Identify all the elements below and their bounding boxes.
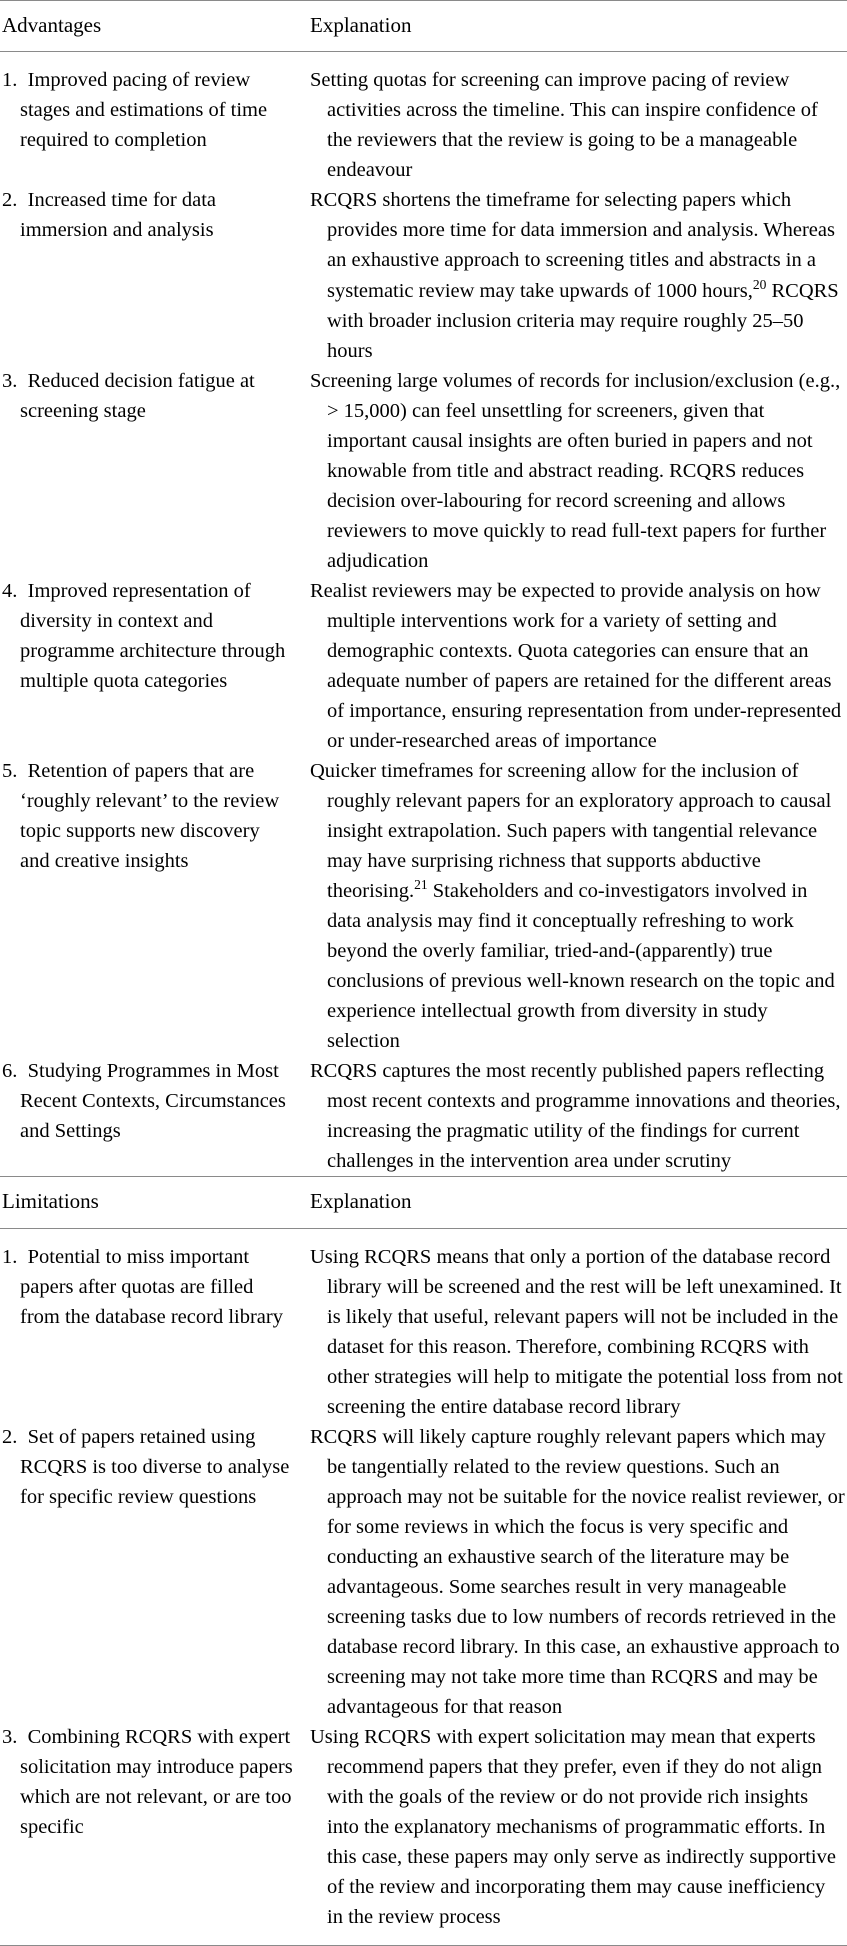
item-number: 3. <box>2 369 23 392</box>
item-text: Retention of papers that are ‘roughly relevant’ to the review topic supports new discovery and creative insights <box>20 760 280 873</box>
item-number: 2. <box>2 189 23 212</box>
limitation-term-cell <box>0 1228 305 1422</box>
numbered-item <box>2 576 293 696</box>
advantage-explanation-cell <box>305 366 847 576</box>
advantage-term-cell <box>0 1056 305 1177</box>
numbered-item <box>2 1722 293 1842</box>
advantage-term-cell <box>0 756 305 1056</box>
table-row <box>0 1056 847 1177</box>
explanation-text <box>310 756 845 1056</box>
advantage-term-cell <box>0 52 305 186</box>
explanation-text-pre: Quicker timeframes for screening allow for the inclusion of roughly relevant papers for an exploratory approach to causal insight extrapolation. Such papers with tangential relevance may have surprising richness that supports abductive theorising. <box>310 760 832 903</box>
advantages-column-header: Advantages <box>0 1 305 52</box>
explanation-text: Realist reviewers may be expected to provide analysis on how multiple interventions work for a variety of setting and demographic contexts. Quota categories can ensure that an adequate number of papers are retained for the different areas of importance, ensuring representation from under-represented or under-researched areas of importance <box>310 579 842 752</box>
advantage-term-cell <box>0 366 305 576</box>
numbered-item <box>2 366 293 426</box>
numbered-item <box>2 1242 293 1332</box>
table-row <box>0 576 847 756</box>
limitations-column-header: Limitations <box>0 1177 305 1228</box>
explanation-column-header-advantages: Explanation <box>305 1 847 52</box>
table-row <box>0 1228 847 1422</box>
limitation-explanation-cell <box>305 1722 847 1946</box>
advantage-term-cell <box>0 185 305 365</box>
table-row <box>0 185 847 365</box>
explanation-text: Setting quotas for screening can improve pacing of review activities across the timeline. This can inspire confidence of the reviewers that the review is going to be a manageable endeavour <box>310 69 818 182</box>
explanation-text: Screening large volumes of records for inclusion/exclusion (e.g., > 15,000) can feel unsettling for screeners, given that important causal insights are often buried in papers and not knowable from title and abstract reading. RCQRS reduces decision over-labouring for record screening and allows reviewers to move quickly to read full-text papers for further adjudication <box>310 369 841 572</box>
advantage-explanation-cell <box>305 1056 847 1177</box>
explanation-text: RCQRS captures the most recently published papers reflecting most recent contexts and programme innovations and theories, increasing the pragmatic utility of the findings for current challenges in the intervention area under scrutiny <box>310 1060 841 1173</box>
item-text: Reduced decision fatigue at screening stage <box>20 369 255 422</box>
explanation-text: Using RCQRS with expert solicitation may mean that experts recommend papers that they prefer, even if they do not align with the goals of the review or do not provide rich insights into the explanatory mechanisms of programmatic efforts. In this case, these papers may only serve as indirectly supportive of the review and incorporating them may cause inefficiency in the review process <box>310 1726 836 1929</box>
advantage-explanation-cell <box>305 576 847 756</box>
limitations-header-row <box>0 1177 847 1228</box>
item-text: Combining RCQRS with expert solicitation may introduce papers which are not relevant, or are too specific <box>20 1726 293 1839</box>
item-number: 3. <box>2 1726 23 1749</box>
item-number: 1. <box>2 1245 23 1268</box>
explanation-text-pre: RCQRS shortens the timeframe for selecting papers which provides more time for data immersion and analysis. Whereas an exhaustive approach to screening titles and abstracts in a systematic review may take upwards of 1000 hours, <box>310 189 835 302</box>
item-text: Studying Programmes in Most Recent Contexts, Circumstances and Settings <box>20 1060 286 1143</box>
item-text: Improved pacing of review stages and estimations of time required to completion <box>20 69 268 152</box>
numbered-item <box>2 756 293 876</box>
table-row <box>0 366 847 576</box>
item-text: Potential to miss important papers after quotas are filled from the database record library <box>20 1245 283 1328</box>
item-number: 2. <box>2 1425 23 1448</box>
table-body <box>0 1 847 1946</box>
explanation-text-post: RCQRS with broader inclusion criteria may require roughly 25–50 hours <box>327 279 839 362</box>
explanation-text: Using RCQRS means that only a portion of the database record library will be screened and the rest will be left unexamined. It is likely that useful, relevant papers will not be included in the dataset for this reason. Therefore, combining RCQRS with other strategies will help to mitigate the potential loss from not screening the entire database record library <box>310 1245 843 1418</box>
explanation-text-post: Stakeholders and co-investigators involved in data analysis may find it conceptually refreshing to work beyond the overly familiar, tried-and-(apparently) true conclusions of previous well-known research on the topic and experience intellectual growth from diversity in study selection <box>327 880 835 1053</box>
item-number: 6. <box>2 1060 23 1083</box>
citation-reference[interactable]: 21 <box>414 877 428 893</box>
advantage-explanation-cell <box>305 52 847 186</box>
limitation-term-cell <box>0 1722 305 1946</box>
limitation-term-cell <box>0 1422 305 1722</box>
item-number: 4. <box>2 579 23 602</box>
explanation-text: RCQRS will likely capture roughly relevant papers which may be tangentially related to the review questions. Such an approach may not be suitable for the novice realist reviewer, or for some reviews in which the focus is very specific and conducting an exhaustive search of the literature may be advantageous. Some searches result in very manageable screening tasks due to low numbers of records retrieved in the database record library. In this case, an exhaustive approach to screening may not take more time than RCQRS and may be advantageous for that reason <box>310 1425 845 1719</box>
advantage-explanation-cell <box>305 185 847 365</box>
numbered-item <box>2 65 293 155</box>
table-row <box>0 52 847 186</box>
explanation-column-header-limitations: Explanation <box>305 1177 847 1228</box>
limitation-explanation-cell <box>305 1422 847 1722</box>
limitation-explanation-cell <box>305 1228 847 1422</box>
item-number: 5. <box>2 760 23 783</box>
citation-reference[interactable]: 20 <box>752 276 767 292</box>
item-number: 1. <box>2 69 23 92</box>
advantages-header-row <box>0 1 847 52</box>
explanation-text <box>310 185 845 365</box>
numbered-item <box>2 1422 293 1512</box>
item-text: Improved representation of diversity in context and programme architecture through multiple quota categories <box>20 579 286 692</box>
table-row <box>0 756 847 1056</box>
numbered-item <box>2 185 293 245</box>
numbered-item <box>2 1056 293 1146</box>
table-row <box>0 1422 847 1722</box>
table-row <box>0 1722 847 1946</box>
advantage-explanation-cell <box>305 756 847 1056</box>
item-text: Set of papers retained using RCQRS is too diverse to analyse for specific review questions <box>20 1425 290 1508</box>
advantage-term-cell <box>0 576 305 756</box>
item-text: Increased time for data immersion and analysis <box>20 189 217 242</box>
